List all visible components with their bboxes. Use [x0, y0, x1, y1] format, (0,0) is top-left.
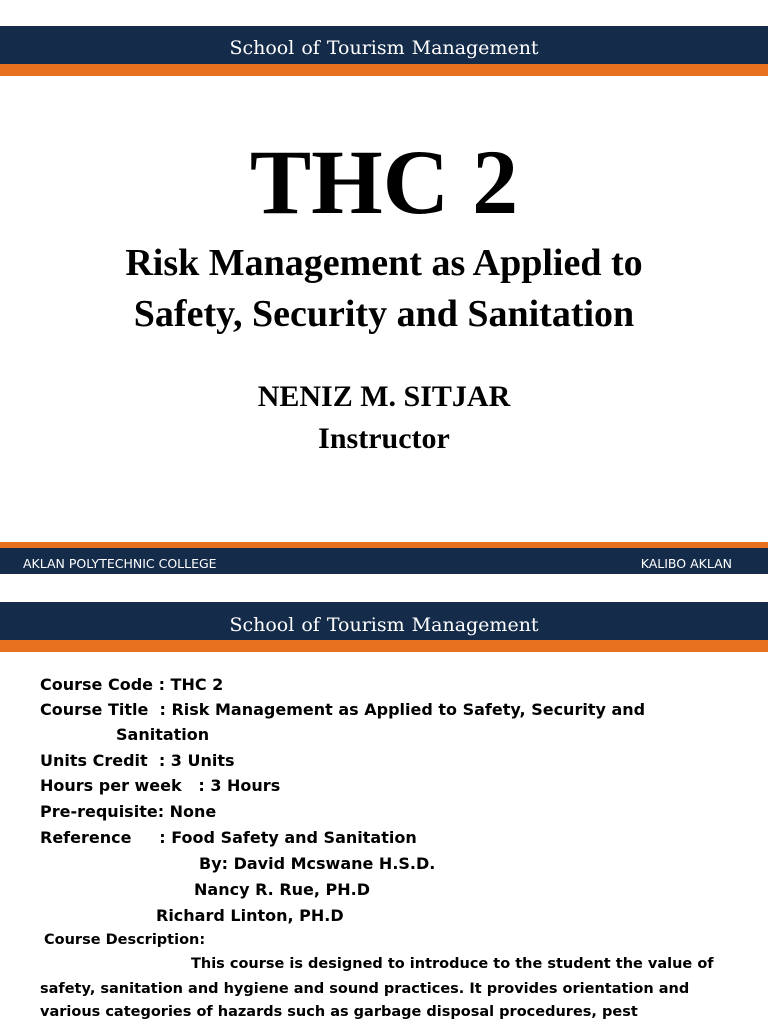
instructor-name: NENIZ M. SITJAR [257, 380, 511, 413]
reference-author-1: By: David Mcswane H.S.D. [199, 854, 436, 873]
course-title-line: Course Title : Risk Management as Applied to Safety, Security and [40, 700, 646, 719]
course-description-line-3: various categories of hazards such as garbage disposal procedures, pest [40, 1004, 638, 1020]
prerequisite-line: Pre-requisite: None [40, 802, 217, 821]
course-title-continuation: Sanitation [116, 725, 210, 744]
header-accent-stripe [0, 64, 768, 76]
course-info-slide [0, 602, 768, 1024]
course-subtitle [60, 238, 708, 340]
units-credit-line: Units Credit : 3 Units [40, 751, 235, 770]
reference-author-2: Nancy R. Rue, PH.D [194, 880, 371, 899]
course-description-line-1: This course is designed to introduce to the student the value of [191, 956, 714, 972]
header-accent-stripe [0, 640, 768, 652]
footer-college: AKLAN POLYTECHNIC COLLEGE [23, 556, 217, 571]
course-code-line: Course Code : THC 2 [40, 675, 224, 694]
school-header: School of Tourism Management [229, 614, 539, 636]
reference-line: Reference : Food Safety and Sanitation [40, 828, 417, 847]
subtitle-line-1: Risk Management as Applied to [125, 242, 643, 284]
instructor-role: Instructor [318, 422, 450, 455]
subtitle-line-2: Safety, Security and Sanitation [133, 293, 635, 335]
footer-location: KALIBO AKLAN [640, 556, 732, 571]
course-description-line-2: safety, sanitation and hygiene and sound practices. It provides orientation and [40, 981, 690, 997]
course-description-label: Course Description: [44, 932, 206, 948]
hours-per-week-line: Hours per week : 3 Hours [40, 776, 281, 795]
course-code-title: THC 2 [249, 131, 519, 233]
school-header: School of Tourism Management [229, 37, 539, 59]
reference-author-3: Richard Linton, PH.D [156, 906, 344, 925]
